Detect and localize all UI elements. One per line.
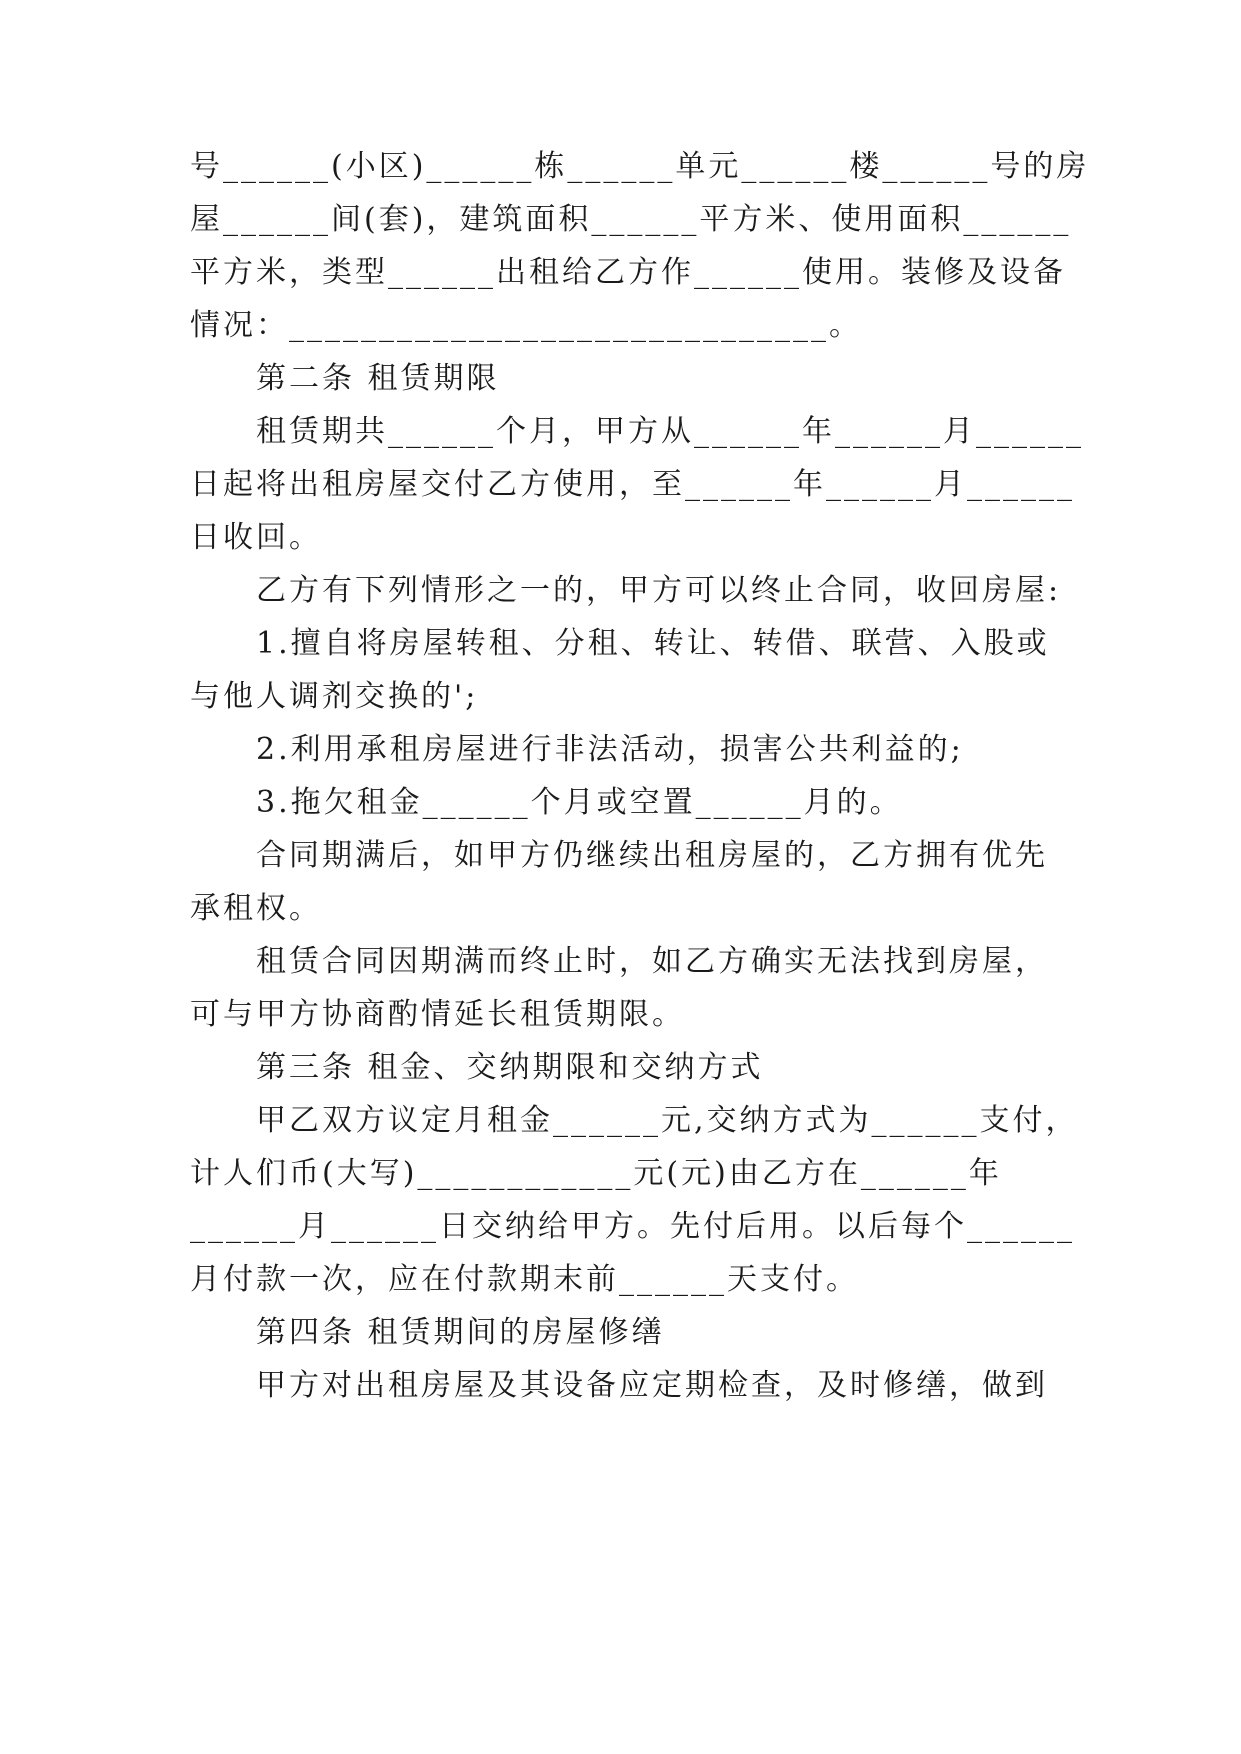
- text-line: 合同期满后，如甲方仍继续出租房屋的，乙方拥有优先: [256, 838, 1048, 873]
- text-line: ______月______日交纳给甲方。先付后用。以后每个______: [190, 1209, 1075, 1244]
- text-line: 租赁期共______个月，甲方从______年______月______: [256, 414, 1084, 449]
- text-line: 计人们币(大写)____________元(元)由乙方在______年: [190, 1156, 1002, 1191]
- text-line: 甲方对出租房屋及其设备应定期检查，及时修缮，做到: [256, 1368, 1048, 1403]
- list-item: 2.利用承租房屋进行非法活动，损害公共利益的;: [256, 732, 964, 767]
- text-line: 情况：______________________________。: [190, 308, 862, 343]
- section-heading: 第三条 租金、交纳期限和交纳方式: [256, 1050, 764, 1085]
- text-line: 租赁合同因期满而终止时，如乙方确实无法找到房屋，: [256, 944, 1048, 979]
- text-line: 日收回。: [190, 520, 322, 555]
- text-line: 平方米，类型______出租给乙方作______使用。装修及设备: [190, 255, 1066, 290]
- text-line: 乙方有下列情形之一的，甲方可以终止合同，收回房屋:: [256, 573, 1062, 608]
- text-line: 月付款一次，应在付款期末前______天支付。: [190, 1262, 859, 1297]
- text-line: 屋______间(套)，建筑面积______平方米、使用面积______: [190, 202, 1072, 237]
- text-line: 甲乙双方议定月租金______元,交纳方式为______支付，: [256, 1103, 1079, 1138]
- list-item: 1.擅自将房屋转租、分租、转让、转借、联营、入股或: [256, 626, 1050, 661]
- text-line: 与他人调剂交换的';: [190, 679, 479, 714]
- list-item: 3.拖欠租金______个月或空置______月的。: [256, 785, 903, 820]
- section-heading: 第四条 租赁期间的房屋修缮: [256, 1315, 665, 1350]
- section-heading: 第二条 租赁期限: [256, 361, 500, 396]
- text-line: 可与甲方协商酌情延长租赁期限。: [190, 997, 685, 1032]
- text-line: 号______(小区)______栋______单元______楼______号的房: [190, 149, 1090, 184]
- text-line: 日起将出租房屋交付乙方使用，至______年______月______: [190, 467, 1075, 502]
- text-line: 承租权。: [190, 891, 322, 926]
